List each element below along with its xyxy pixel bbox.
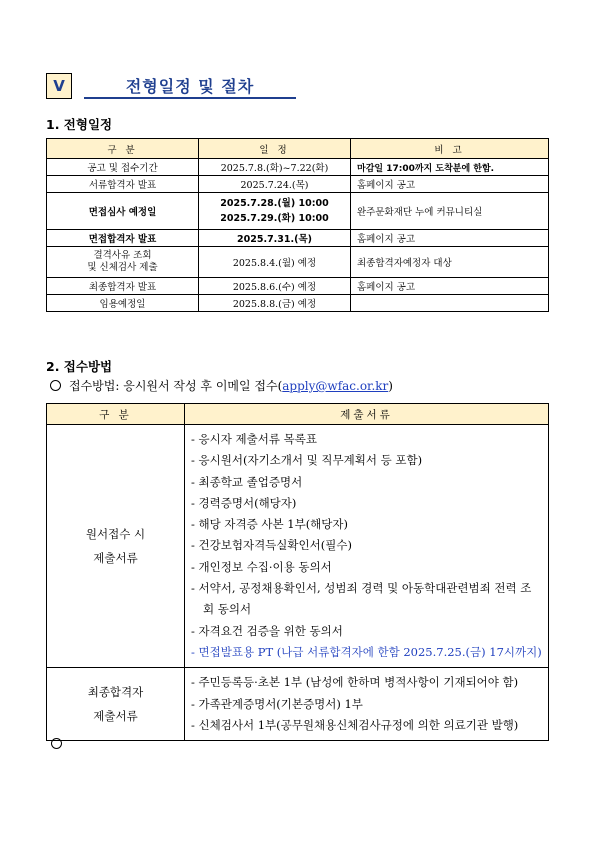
section-title-text: 전형일정 및 절차	[84, 73, 296, 99]
table-row	[47, 247, 549, 278]
schedule-date-line: 2025.7.29.(화) 10:00	[220, 213, 329, 224]
schedule-date: 2025.8.8.(금) 예정	[199, 295, 351, 312]
list-item: - 개인정보 수집·이용 동의서	[191, 559, 332, 574]
documents-category	[47, 668, 185, 741]
table-row	[47, 159, 549, 176]
schedule-stage	[47, 247, 199, 278]
schedule-note: 홈페이지 공고	[351, 278, 549, 295]
table-row	[47, 278, 549, 295]
schedule-note: 최종합격자예정자 대상	[351, 247, 549, 278]
documents-category-line: 원서접수 시	[85, 527, 146, 542]
schedule-date: 2025.7.31.(목)	[199, 230, 351, 247]
documents-table	[46, 403, 549, 741]
schedule-note: 홈페이지 공고	[351, 176, 549, 193]
schedule-header-date: 일 정	[199, 139, 351, 159]
table-row	[47, 193, 549, 230]
table-row	[47, 230, 549, 247]
documents-header-category: 구 분	[47, 404, 185, 425]
schedule-stage: 임용예정일	[47, 295, 199, 312]
documents-list	[185, 668, 549, 741]
circle-bullet-icon	[51, 738, 62, 749]
schedule-note: 완주문화재단 누에 커뮤니티실	[351, 193, 549, 230]
documents-category	[47, 425, 185, 668]
list-item: - 신체검사서 1부(공무원채용신체검사규정에 의한 의료기관 발행)	[191, 717, 519, 732]
schedule-stage: 면접합격자 발표	[47, 230, 199, 247]
circle-bullet-icon	[50, 380, 61, 391]
table-row	[47, 668, 549, 741]
schedule-date: 2025.7.8.(화)~7.22(화)	[199, 159, 351, 176]
list-item: - 주민등록등·초본 1부 (남성에 한하며 병적사항이 기재되어야 함)	[191, 675, 519, 690]
application-heading: 2. 접수방법	[46, 359, 113, 374]
application-method-suffix: )	[388, 379, 393, 393]
schedule-stage: 서류합격자 발표	[47, 176, 199, 193]
documents-category-line: 제출서류	[93, 709, 138, 724]
list-item: - 최종학교 졸업증명서	[191, 474, 303, 489]
application-method	[50, 377, 393, 394]
schedule-note	[351, 295, 549, 312]
schedule-heading: 1. 전형일정	[46, 117, 113, 132]
list-item: - 경력증명서(해당자)	[191, 495, 297, 510]
schedule-stage: 최종합격자 발표	[47, 278, 199, 295]
section-number-badge: Ⅴ	[46, 73, 72, 99]
schedule-date: 2025.7.24.(목)	[199, 176, 351, 193]
list-item: - 자격요건 검증을 위한 동의서	[191, 623, 343, 638]
table-row	[47, 176, 549, 193]
schedule-table	[46, 138, 549, 312]
table-row	[47, 295, 549, 312]
list-item: - 서약서, 공정채용확인서, 성범죄 경력 및 아동학대관련범죄 전력 조회 동의서	[191, 581, 532, 617]
schedule-stage-line: 및 신체검사 제출	[87, 262, 158, 273]
schedule-date: 2025.8.4.(월) 예정	[199, 247, 351, 278]
documents-header-docs: 제출서류	[185, 404, 549, 425]
schedule-stage-line: 결격사유 조회	[93, 250, 152, 261]
list-item: - 가족관계증명서(기본증명서) 1부	[191, 696, 363, 711]
schedule-date-line: 2025.7.28.(월) 10:00	[220, 198, 329, 209]
schedule-date: 2025.8.6.(수) 예정	[199, 278, 351, 295]
schedule-header-note: 비 고	[351, 139, 549, 159]
schedule-stage: 면접심사 예정일	[47, 193, 199, 230]
list-item: - 면접발표용 PT (나급 서류합격자에 한함 2025.7.25.(금) 17시까지)	[191, 644, 542, 659]
documents-category-line: 최종합격자	[87, 685, 144, 700]
list-item: - 응시원서(자기소개서 및 직무계획서 등 포함)	[191, 453, 423, 468]
documents-list	[185, 425, 549, 668]
schedule-date	[199, 193, 351, 230]
schedule-stage: 공고 및 접수기간	[47, 159, 199, 176]
table-row	[47, 425, 549, 668]
schedule-note: 마감일 17:00까지 도착분에 한함.	[351, 159, 549, 176]
documents-category-line: 제출서류	[93, 551, 138, 566]
list-item: - 해당 자격증 사본 1부(해당자)	[191, 517, 348, 532]
application-method-prefix: 접수방법: 응시원서 작성 후 이메일 접수(	[69, 379, 283, 393]
email-link[interactable]: apply@wfac.or.kr	[282, 379, 389, 393]
list-item: - 응시자 제출서류 목록표	[191, 432, 317, 446]
schedule-note: 홈페이지 공고	[351, 230, 549, 247]
schedule-header-stage: 구 분	[47, 139, 199, 159]
list-item: - 건강보험자격득실확인서(필수)	[191, 538, 352, 553]
